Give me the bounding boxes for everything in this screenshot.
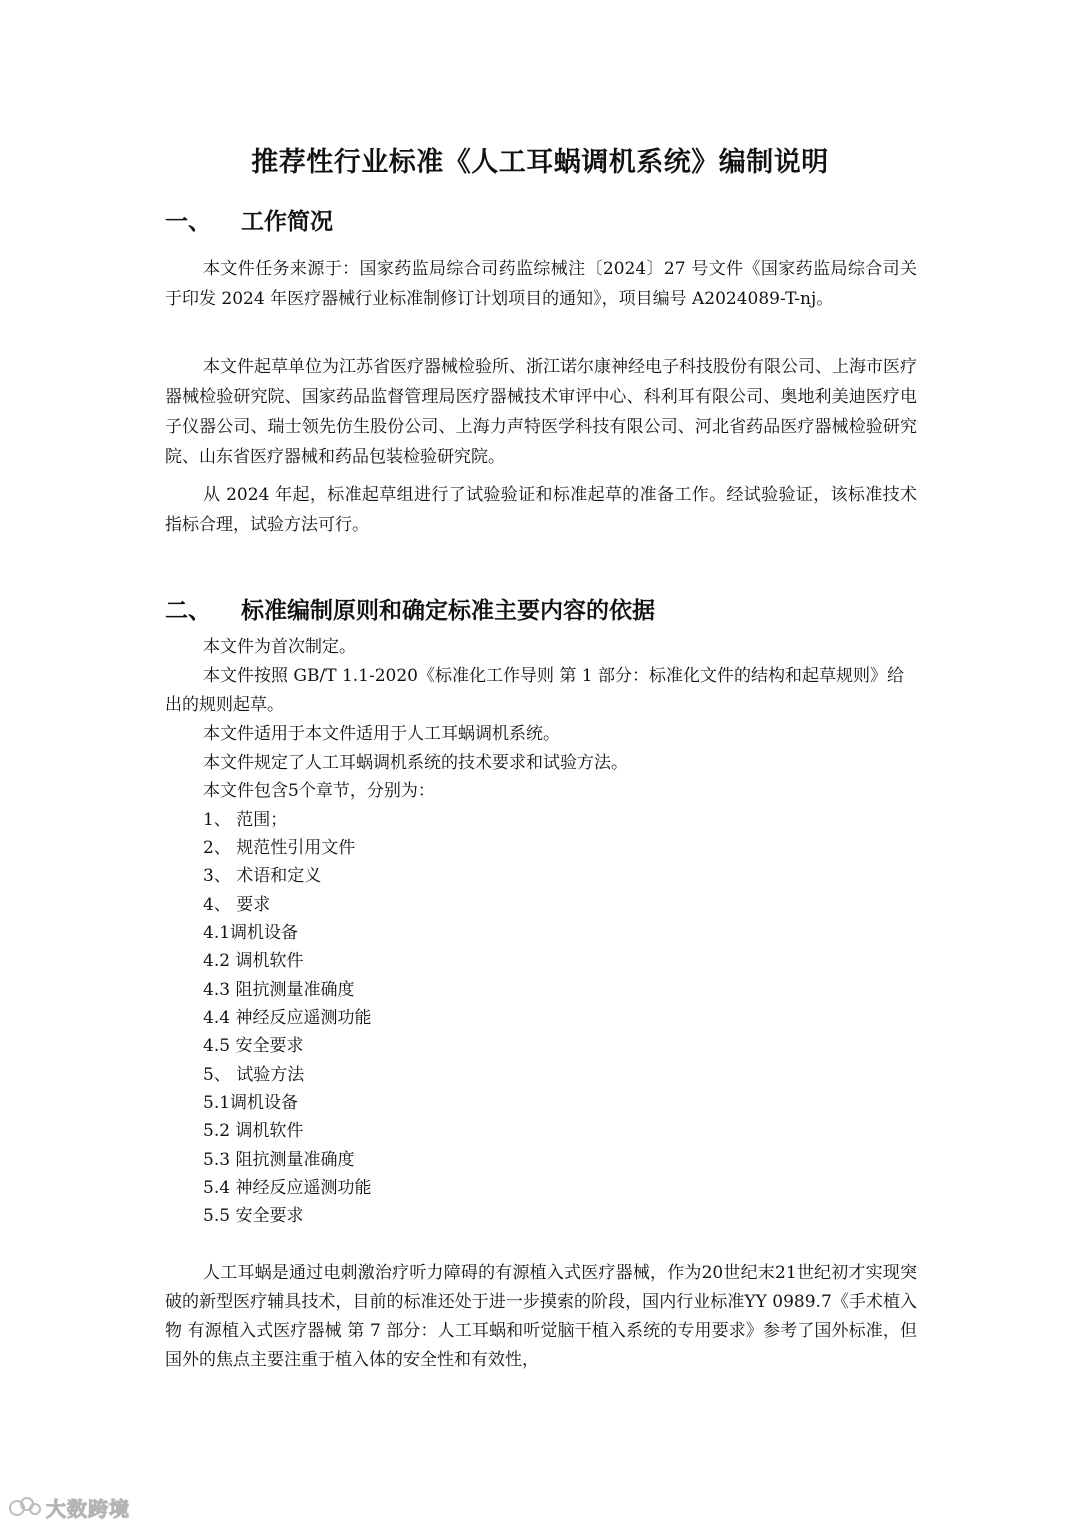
section-2-heading bbox=[165, 592, 655, 625]
chapter-item: 4.3 阻抗测量准确度 bbox=[203, 980, 355, 1000]
section-1-title: 工作简况 bbox=[241, 209, 333, 235]
section-2-number: 二、 bbox=[165, 598, 211, 624]
section-1-paragraph-3: 从 2024 年起，标准起草组进行了试验验证和标准起草的准备工作。经试验验证，该标准技术指标合理，试验方法可行。 bbox=[165, 485, 917, 535]
chapter-item: 4、 要求 bbox=[203, 895, 271, 915]
chapter-item: 1、 范围； bbox=[203, 810, 288, 830]
section-1-number: 一、 bbox=[165, 209, 211, 235]
chapter-item: 5.5 安全要求 bbox=[203, 1206, 304, 1226]
intro-line-4: 本文件规定了人工耳蜗调机系统的技术要求和试验方法。 bbox=[203, 753, 628, 773]
section-1-heading bbox=[165, 203, 333, 236]
brand-logo-icon bbox=[8, 1494, 42, 1520]
chapter-item: 4.4 神经反应遥测功能 bbox=[203, 1008, 372, 1028]
intro-line-3: 本文件适用于本文件适用于人工耳蜗调机系统。 bbox=[203, 724, 560, 744]
document-title: 推荐性行业标准《人工耳蜗调机系统》编制说明 bbox=[251, 147, 829, 178]
chapter-item: 5、 试验方法 bbox=[203, 1065, 305, 1085]
section-2-title: 标准编制原则和确定标准主要内容的依据 bbox=[241, 598, 655, 624]
chapter-item: 3、 术语和定义 bbox=[203, 866, 322, 886]
watermark bbox=[8, 1490, 130, 1524]
intro-line-5: 本文件包含5个章节，分别为： bbox=[203, 781, 435, 801]
chapter-item: 4.2 调机软件 bbox=[203, 951, 304, 971]
intro-line-2: 本文件按照 GB/T 1.1-2020《标准化工作导则 第 1 部分：标准化文件的结构和起草规则》给出的规则起草。 bbox=[165, 666, 905, 715]
chapter-item: 2、 规范性引用文件 bbox=[203, 838, 356, 858]
section-2-closing-paragraph: 人工耳蜗是通过电刺激治疗听力障碍的有源植入式医疗器械，作为20世纪末21世纪初才实现突破的新型医疗辅具技术，目前的标准还处于进一步摸索的阶段，国内行业标准YY 0989.7《手术植入物 有源植入式医疗器械 第 7 部分：人工耳蜗和听觉脑干植入系统的专用要求》参考了国外标准，但国外的焦点主要注重于植入体的安全性和有效性， bbox=[165, 1263, 917, 1370]
intro-line-1: 本文件为首次制定。 bbox=[203, 637, 356, 657]
section-1-paragraph-2: 本文件起草单位为江苏省医疗器械检验所、浙江诺尔康神经电子科技股份有限公司、上海市医疗器械检验研究院、国家药品监督管理局医疗器械技术审评中心、科利耳有限公司、奥地利美迪医疗电子仪器公司、瑞士领先仿生股份公司、上海力声特医学科技有限公司、河北省药品医疗器械检验研究院、山东省医疗器械和药品包装检验研究院。 bbox=[165, 357, 917, 467]
chapter-item: 4.5 安全要求 bbox=[203, 1036, 304, 1056]
chapter-item: 5.1调机设备 bbox=[203, 1093, 299, 1113]
section-1-paragraph-1: 本文件任务来源于：国家药监局综合司药监综械注〔2024〕27 号文件《国家药监局综合司关于印发 2024 年医疗器械行业标准制修订计划项目的通知》，项目编号 A2024089-T-nj。 bbox=[165, 259, 917, 309]
chapter-item: 5.3 阻抗测量准确度 bbox=[203, 1150, 355, 1170]
watermark-text: 大数跨境 bbox=[46, 1496, 130, 1521]
chapter-item: 5.2 调机软件 bbox=[203, 1121, 304, 1141]
chapter-item: 4.1调机设备 bbox=[203, 923, 299, 943]
chapter-item: 5.4 神经反应遥测功能 bbox=[203, 1178, 372, 1198]
